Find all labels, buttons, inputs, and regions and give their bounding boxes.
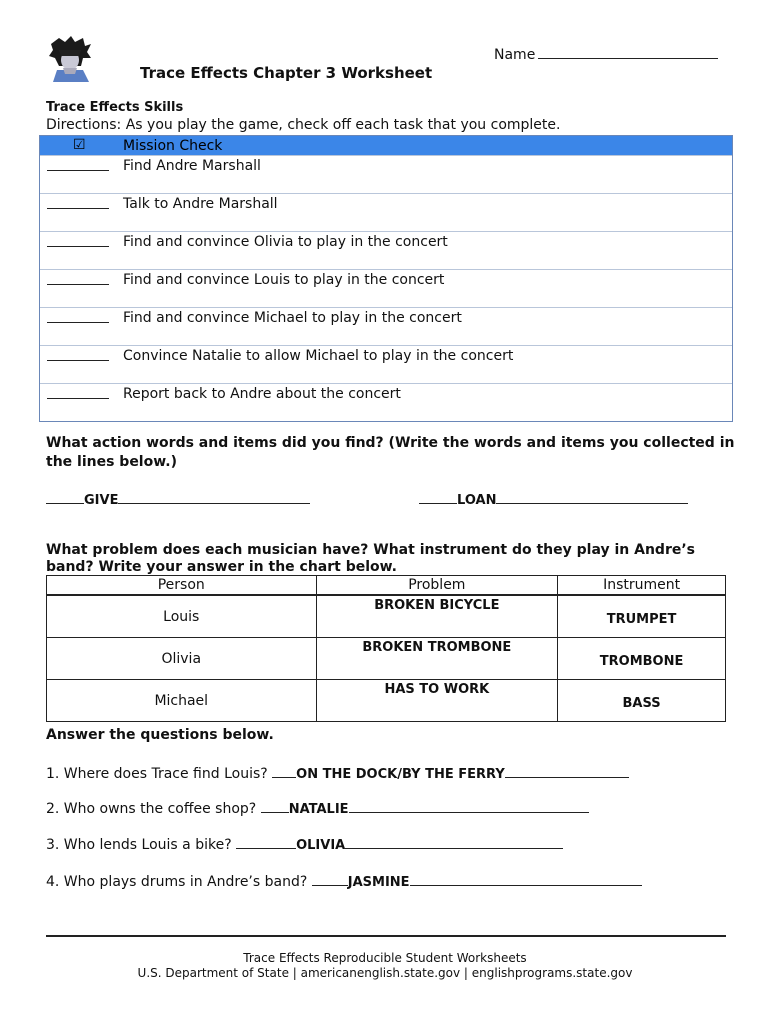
blank-line — [345, 833, 563, 849]
blank-line — [312, 870, 348, 886]
name-label: Name — [494, 47, 536, 63]
directions-text: Directions: As you play the game, check off each task that you complete. — [46, 117, 561, 133]
question-4 — [46, 870, 642, 890]
chart-question: What problem does each musician have? What instrument do they play in Andre’s band? Write your answer in the chart below. — [46, 542, 695, 575]
problem-cell[interactable]: BROKEN TROMBONE — [316, 638, 558, 680]
task-check-blank[interactable] — [47, 322, 109, 323]
person-cell: Michael — [47, 680, 317, 722]
problem-cell[interactable]: BROKEN BICYCLE — [316, 595, 558, 638]
question-text: 2. Who owns the coffee shop? — [46, 801, 257, 817]
blank-line — [349, 797, 589, 813]
task-text: Find and convince Louis to play in the concert — [123, 272, 445, 288]
task-row — [40, 155, 732, 193]
chart-header-row — [47, 576, 726, 596]
musician-chart — [46, 575, 726, 722]
skills-section-title: Trace Effects Skills — [46, 100, 184, 115]
answer-text[interactable]: OLIVIA — [296, 838, 346, 853]
footer-line-1: Trace Effects Reproducible Student Worksheets — [243, 951, 527, 965]
blank-line — [236, 833, 296, 849]
task-row — [40, 307, 732, 345]
answer-give-text: GIVE — [84, 493, 119, 508]
answer-text[interactable]: NATALIE — [288, 802, 349, 817]
task-text: Report back to Andre about the concert — [123, 386, 401, 402]
blank-line — [118, 488, 310, 504]
answer-text[interactable]: JASMINE — [347, 875, 410, 890]
mission-check-header — [40, 136, 732, 155]
task-row — [40, 193, 732, 231]
task-check-blank[interactable] — [47, 170, 109, 171]
table-row — [47, 595, 726, 638]
task-check-blank[interactable] — [47, 246, 109, 247]
task-text: Find and convince Olivia to play in the concert — [123, 234, 448, 250]
table-row — [47, 638, 726, 680]
task-check-blank[interactable] — [47, 398, 109, 399]
header-person: Person — [47, 576, 317, 596]
task-text: Talk to Andre Marshall — [123, 196, 278, 212]
name-field[interactable] — [494, 44, 718, 63]
instrument-cell[interactable]: TROMBONE — [558, 638, 726, 680]
blank-line — [261, 797, 289, 813]
question-text: 4. Who plays drums in Andre’s band? — [46, 874, 308, 890]
task-row — [40, 269, 732, 307]
person-cell: Olivia — [47, 638, 317, 680]
mission-check-label: Mission Check — [123, 138, 223, 154]
task-check-blank[interactable] — [47, 360, 109, 361]
answers-heading: Answer the questions below. — [46, 727, 274, 743]
question-text: 1. Where does Trace find Louis? — [46, 766, 268, 782]
task-text: Find Andre Marshall — [123, 158, 261, 174]
header-problem: Problem — [316, 576, 558, 596]
instrument-cell[interactable]: BASS — [558, 680, 726, 722]
task-row — [40, 345, 732, 383]
answer-loan-text: LOAN — [457, 493, 497, 508]
name-line[interactable] — [538, 44, 718, 59]
answer-text[interactable]: ON THE DOCK/BY THE FERRY — [296, 767, 505, 782]
problem-cell[interactable]: HAS TO WORK — [316, 680, 558, 722]
answer-give[interactable] — [46, 488, 310, 508]
blank-line — [272, 762, 296, 778]
task-check-blank[interactable] — [47, 208, 109, 209]
header-instrument: Instrument — [558, 576, 726, 596]
person-cell: Louis — [47, 595, 317, 638]
blank-line — [410, 870, 642, 886]
question-text: 3. Who lends Louis a bike? — [46, 837, 232, 853]
instrument-cell[interactable]: TRUMPET — [558, 595, 726, 638]
footer-line-2: U.S. Department of State | americanenglish.state.gov | englishprograms.state.gov — [137, 966, 633, 980]
blank-line — [496, 488, 688, 504]
blank-line — [46, 488, 84, 504]
task-text: Convince Natalie to allow Michael to play in the concert — [123, 348, 514, 364]
blank-line — [505, 762, 629, 778]
blank-line — [419, 488, 457, 504]
character-avatar-icon — [45, 36, 97, 82]
footer-divider — [46, 935, 726, 937]
table-row — [47, 680, 726, 722]
task-check-blank[interactable] — [47, 284, 109, 285]
words-question: What action words and items did you find? (Write the words and items you collected in the lines below.) — [46, 435, 735, 470]
answer-loan[interactable] — [419, 488, 688, 508]
task-row — [40, 231, 732, 269]
question-2 — [46, 797, 589, 817]
mission-check-table — [39, 135, 733, 422]
task-row — [40, 383, 732, 421]
page-title: Trace Effects Chapter 3 Worksheet — [140, 64, 433, 82]
question-1 — [46, 762, 629, 782]
checkbox-icon: ☑ — [73, 137, 86, 153]
question-3 — [46, 833, 563, 853]
task-text: Find and convince Michael to play in the concert — [123, 310, 462, 326]
